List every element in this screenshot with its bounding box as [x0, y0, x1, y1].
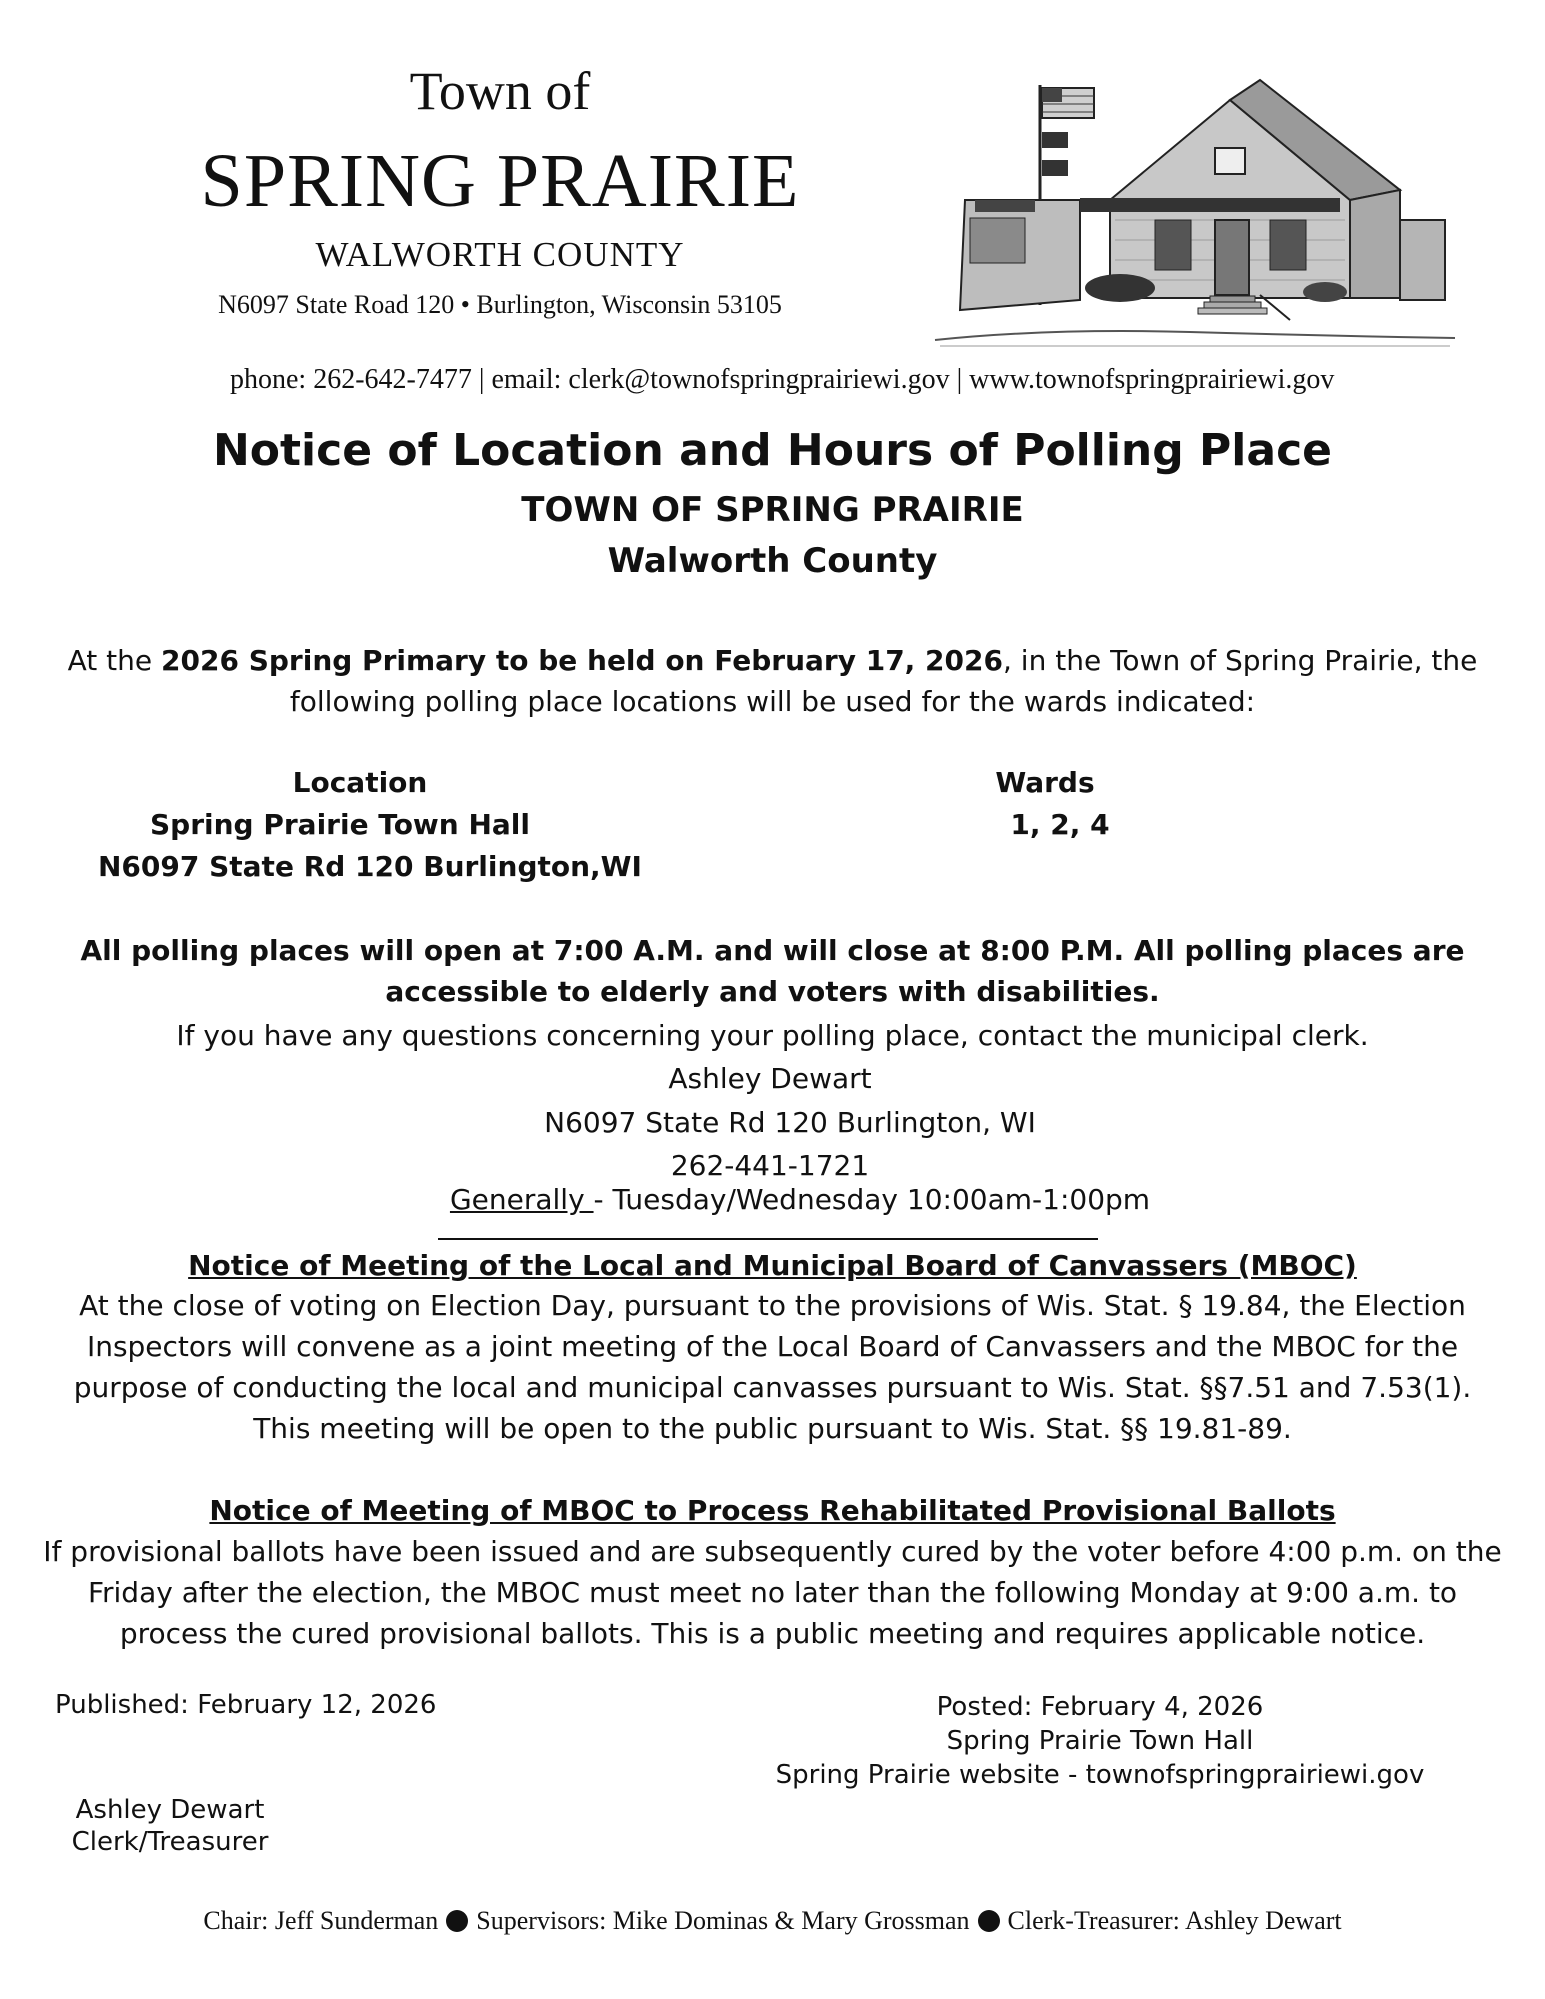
footer-chair: Chair: Jeff Sunderman: [203, 1906, 439, 1935]
intro-paragraph: [60, 640, 1485, 722]
office-hours-value: - Tuesday/Wednesday 10:00am-1:00pm: [593, 1183, 1151, 1216]
provisional-body: If provisional ballots have been issued and are subsequently cured by the voter before 4:00 p.m. on the Friday after the election, the MBOC must meet no later than the following Monday at 9:00 a.m. to process the cured provisional ballots. This is a public meeting and requires applicable notice.: [43, 1535, 1502, 1650]
office-hours-label: Generally: [449, 1183, 594, 1216]
published-date: Published: February 12, 2026: [55, 1690, 437, 1720]
provisional-heading: Notice of Meeting of MBOC to Process Rehabilitated Provisional Ballots: [209, 1494, 1336, 1527]
mboc-body: At the close of voting on Election Day, pursuant to the provisions of Wis. Stat. § 19.84, the Election Inspectors will convene as a joint meeting of the Local Board of Canvassers and the MBOC for the purpose of conducting the local and municipal canvasses pursuant to Wis. Stat. §§7.51 and 7.53(1). This meeting will be open to the public pursuant to Wis. Stat. §§ 19.81-89.: [73, 1289, 1472, 1445]
intro-suffix: , in the Town of Spring Prairie, the following polling place locations will be used for the wards indicated:: [289, 644, 1478, 718]
wards-header: Wards: [995, 766, 1095, 799]
election-date: 2026 Spring Primary to be held on February 17, 2026: [161, 644, 1003, 677]
posted-location-website: Spring Prairie website - townofspringprairiewi.gov: [775, 1760, 1425, 1790]
notice-county: Walworth County: [607, 541, 938, 581]
section-divider: [438, 1238, 1098, 1240]
signer-title: Clerk/Treasurer: [71, 1827, 269, 1857]
polling-location-address: N6097 State Rd 120 Burlington,WI: [98, 850, 642, 883]
notice-town: TOWN OF SPRING PRAIRIE: [521, 490, 1024, 530]
letterhead-county: WALWORTH COUNTY: [315, 235, 685, 274]
signature-block: [40, 1794, 300, 1858]
mboc-heading: Notice of Meeting of the Local and Municipal Board of Canvassers (MBOC): [188, 1249, 1357, 1282]
letterhead-town-of: Town of: [409, 61, 591, 121]
bullet-icon: [446, 1910, 468, 1932]
polling-hours-statement: All polling places will open at 7:00 A.M. and will close at 8:00 P.M. All polling places are accessible to elderly and voters with disabilities.: [80, 934, 1465, 1008]
bullet-icon: [978, 1910, 1000, 1932]
clerk-phone: 262-441-1721: [670, 1149, 870, 1182]
questions-statement: If you have any questions concerning your polling place, contact the municipal clerk.: [176, 1019, 1369, 1052]
posted-location-town-hall: Spring Prairie Town Hall: [946, 1726, 1254, 1756]
footer-supervisors: Supervisors: Mike Dominas & Mary Grossman: [476, 1906, 970, 1935]
clerk-address: N6097 State Rd 120 Burlington, WI: [544, 1106, 1036, 1139]
posted-info: [720, 1690, 1480, 1792]
notice-title: Notice of Location and Hours of Polling Place: [212, 425, 1333, 476]
signer-name: Ashley Dewart: [75, 1795, 265, 1825]
polling-location-name: Spring Prairie Town Hall: [150, 808, 530, 841]
clerk-office-hours: [400, 1183, 1200, 1216]
polling-wards: 1, 2, 4: [1010, 808, 1110, 841]
posted-date: Posted: February 4, 2026: [936, 1692, 1264, 1722]
letterhead-contact-line: phone: 262-642-7477 | email: clerk@townofspringprairiewi.gov | www.townofspringprairiewi.gov: [230, 364, 1335, 395]
location-header: Location: [292, 766, 428, 799]
footer-clerk: Clerk-Treasurer: Ashley Dewart: [1007, 1906, 1342, 1935]
clerk-name: Ashley Dewart: [668, 1062, 872, 1095]
footer-officials: [0, 1906, 1545, 1936]
letterhead-address: N6097 State Road 120 • Burlington, Wisconsin 53105: [218, 290, 782, 319]
intro-prefix: At the: [67, 644, 162, 677]
town-hall-drawing-icon: [930, 70, 1460, 355]
letterhead-town-name: SPRING PRAIRIE: [200, 139, 800, 223]
